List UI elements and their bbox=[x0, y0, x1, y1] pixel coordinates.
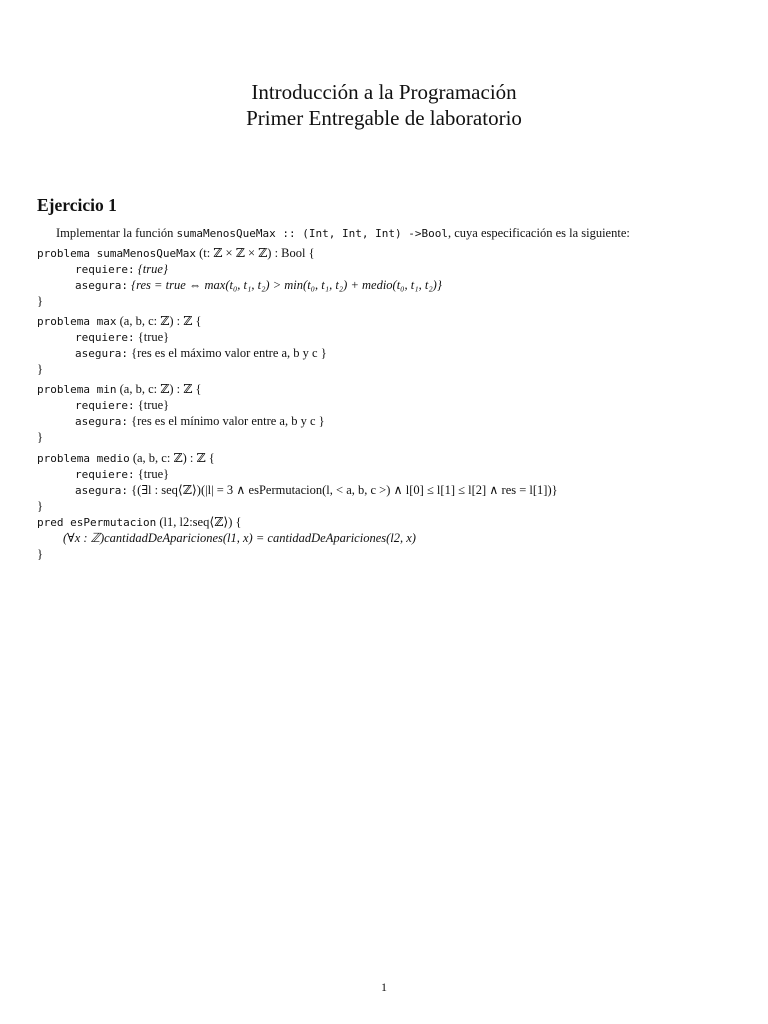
spec-asegura bbox=[37, 345, 327, 361]
spec-header bbox=[37, 313, 327, 329]
spec-close-brace: } bbox=[37, 362, 43, 376]
spec-asegura bbox=[37, 277, 442, 293]
spec-block-max bbox=[37, 313, 327, 377]
spec-keyword: problema medio bbox=[37, 452, 130, 465]
spec-signature: (a, b, c: ℤ) : ℤ { bbox=[129, 451, 215, 465]
intro-text-before: Implementar la función bbox=[56, 226, 177, 240]
document-subtitle: Primer Entregable de laboratorio bbox=[246, 106, 522, 130]
spec-requiere bbox=[37, 329, 327, 345]
spec-header bbox=[37, 450, 558, 466]
spec-requiere bbox=[37, 397, 325, 413]
intro-code: sumaMenosQueMax :: (Int, Int, Int) ->Bool bbox=[176, 227, 448, 240]
spec-header bbox=[37, 245, 442, 261]
requiere-value: {true} bbox=[134, 262, 168, 276]
spec-block-min bbox=[37, 381, 325, 445]
requiere-keyword: requiere: bbox=[75, 263, 135, 276]
asegura-value: {res es el máximo valor entre a, b y c } bbox=[127, 346, 327, 360]
section-heading: Ejercicio 1 bbox=[37, 195, 117, 215]
requiere-keyword: requiere: bbox=[75, 331, 135, 344]
spec-close-brace: } bbox=[37, 294, 43, 308]
pred-close-brace: } bbox=[37, 547, 43, 561]
spec-keyword: problema min bbox=[37, 383, 117, 396]
intro-text-after: , cuya especificación es la siguiente: bbox=[447, 226, 630, 240]
spec-block-medio bbox=[37, 450, 558, 514]
spec-keyword: problema sumaMenosQueMax bbox=[37, 247, 196, 260]
document-title: Introducción a la Programación bbox=[251, 80, 517, 104]
spec-block-sumamenosquemax bbox=[37, 245, 442, 309]
spec-requiere bbox=[37, 466, 558, 482]
spec-signature: (a, b, c: ℤ) : ℤ { bbox=[116, 382, 202, 396]
requiere-keyword: requiere: bbox=[75, 468, 135, 481]
asegura-keyword: asegura: bbox=[75, 484, 128, 497]
pred-keyword: pred esPermutacion bbox=[37, 516, 157, 529]
requiere-value: {true} bbox=[134, 330, 170, 344]
spec-asegura bbox=[37, 413, 325, 429]
asegura-keyword: asegura: bbox=[75, 347, 128, 360]
spec-header bbox=[37, 381, 325, 397]
pred-block-espermutacion bbox=[37, 514, 416, 562]
spec-signature: (t: ℤ × ℤ × ℤ) : Bool { bbox=[195, 246, 315, 260]
spec-asegura bbox=[37, 482, 558, 498]
asegura-keyword: asegura: bbox=[75, 279, 128, 292]
pred-body: (∀x : ℤ)cantidadDeApariciones(l1, x) = cantidadDeApariciones(l2, x) bbox=[63, 531, 416, 545]
pred-header bbox=[37, 514, 416, 530]
requiere-value: {true} bbox=[134, 467, 170, 481]
spec-requiere bbox=[37, 261, 442, 277]
page-number: 1 bbox=[381, 980, 387, 994]
requiere-value: {true} bbox=[134, 398, 170, 412]
spec-signature: (a, b, c: ℤ) : ℤ { bbox=[116, 314, 202, 328]
asegura-value: {res es el mínimo valor entre a, b y c } bbox=[127, 414, 325, 428]
asegura-value: {(∃l : seq⟨ℤ⟩)(|l| = 3 ∧ esPermutacion(l, < a, b, c >) ∧ l[0] ≤ l[1] ≤ l[2] ∧ res = l[1])} bbox=[127, 483, 558, 497]
spec-close-brace: } bbox=[37, 430, 43, 444]
pred-signature: (l1, l2:seq⟨ℤ⟩) { bbox=[156, 515, 242, 529]
requiere-keyword: requiere: bbox=[75, 399, 135, 412]
intro-paragraph bbox=[56, 226, 630, 241]
asegura-value: {res = true ⇔ max(t₀, t₁, t₂) > min(t₀, t₁, t₂) + medio(t₀, t₁, t₂)} bbox=[127, 278, 442, 292]
spec-keyword: problema max bbox=[37, 315, 117, 328]
asegura-keyword: asegura: bbox=[75, 415, 128, 428]
spec-close-brace: } bbox=[37, 499, 43, 513]
